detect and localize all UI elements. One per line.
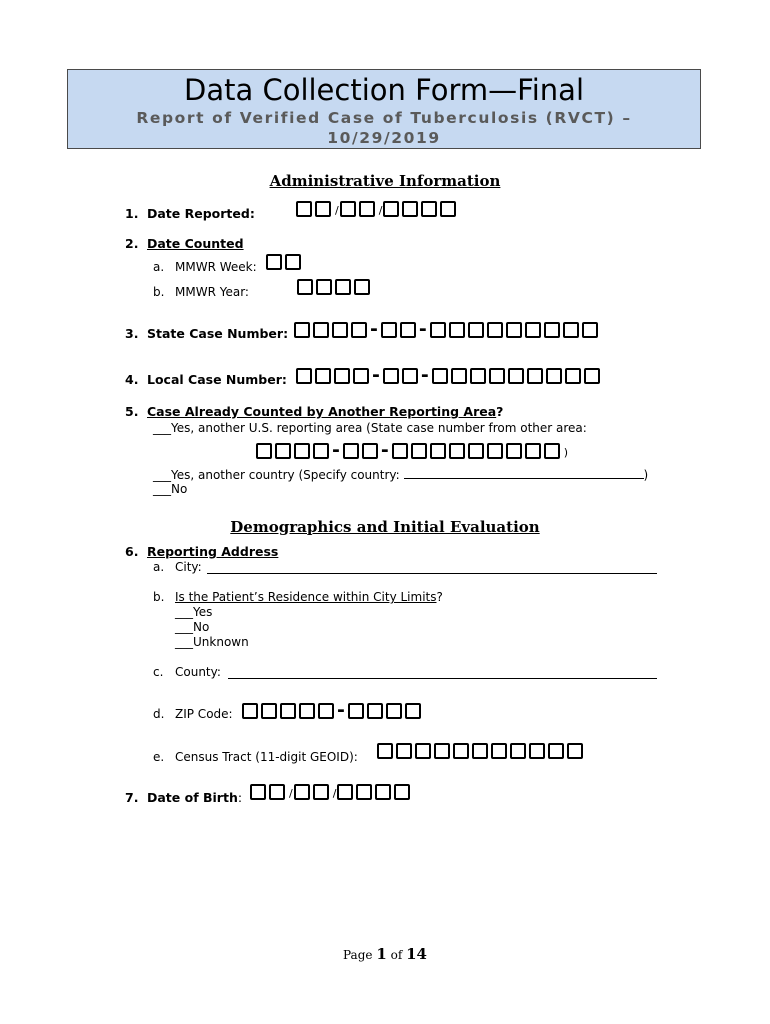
q2-number: 2. (125, 236, 139, 251)
date-slash: / (378, 204, 383, 217)
digit-box[interactable] (544, 443, 560, 459)
digit-box[interactable] (340, 201, 356, 217)
q6b-qmark: ? (436, 590, 443, 604)
q5-qmark: ? (496, 404, 504, 419)
digit-box[interactable] (343, 443, 359, 459)
digit-box[interactable] (386, 703, 402, 719)
digit-box[interactable] (296, 201, 312, 217)
city-input[interactable] (207, 560, 657, 574)
option-blank[interactable]: ___ (153, 421, 171, 435)
digit-box[interactable] (548, 743, 564, 759)
digit-box[interactable] (565, 368, 581, 384)
digit-box[interactable] (567, 743, 583, 759)
q4-number: 4. (125, 372, 139, 387)
q7-colon: : (237, 790, 243, 805)
digit-box[interactable] (472, 743, 488, 759)
q6e-label: Census Tract (11-digit GEOID): (175, 750, 358, 764)
digit-box[interactable] (297, 279, 313, 295)
q6d-label: ZIP Code: (175, 707, 233, 721)
digit-box[interactable] (453, 743, 469, 759)
q6b-label-wrap (175, 590, 443, 604)
digit-box[interactable] (294, 443, 310, 459)
q5-option-us-label: Yes, another U.S. reporting area (State case number from other area: (171, 421, 587, 435)
q6c-label: County: (175, 665, 221, 679)
digit-box[interactable] (527, 368, 543, 384)
digit-box[interactable] (261, 703, 277, 719)
digit-box[interactable] (434, 743, 450, 759)
digit-box[interactable] (356, 784, 372, 800)
digit-box[interactable] (362, 443, 378, 459)
section-administrative: Administrative Information (269, 172, 501, 190)
page-word: Page (343, 948, 373, 962)
digit-box[interactable] (582, 322, 598, 338)
digit-box[interactable] (313, 784, 329, 800)
form-header (67, 69, 701, 149)
digit-box[interactable] (489, 368, 505, 384)
q5-option-country-label: Yes, another country (Specify country: (171, 468, 400, 482)
digit-box[interactable] (415, 743, 431, 759)
digit-box[interactable] (280, 703, 296, 719)
q3-number: 3. (125, 326, 139, 341)
of-word: of (390, 948, 403, 962)
q6d-marker: d. (153, 707, 165, 721)
digit-box[interactable] (316, 279, 332, 295)
q6b-label: Is the Patient’s Residence within City Limits (175, 590, 437, 604)
q6a-label: City: (175, 560, 202, 574)
mmwr-year-field[interactable] (297, 279, 373, 295)
digit-box[interactable] (402, 201, 418, 217)
digit-box[interactable] (332, 322, 348, 338)
form-title: Data Collection Form—Final (183, 73, 584, 107)
digit-box[interactable] (392, 443, 408, 459)
digit-box[interactable] (449, 322, 465, 338)
digit-box[interactable] (402, 368, 418, 384)
q2a-marker: a. (153, 260, 165, 274)
dash-separator: - (337, 699, 345, 721)
digit-box[interactable] (411, 443, 427, 459)
digit-box[interactable] (275, 443, 291, 459)
dash-separator: - (372, 364, 380, 386)
q6b-marker: b. (153, 590, 165, 604)
page-number: 1 (376, 945, 387, 963)
digit-box[interactable] (315, 201, 331, 217)
q5-label-wrap (147, 404, 503, 419)
state-case-number-field[interactable] (294, 320, 601, 338)
digit-box[interactable] (313, 322, 329, 338)
q6b-option-unknown[interactable] (175, 635, 249, 649)
q6e-marker: e. (153, 750, 165, 764)
digit-box[interactable] (315, 368, 331, 384)
digit-box[interactable] (394, 784, 410, 800)
digit-box[interactable] (351, 322, 367, 338)
digit-box[interactable] (334, 368, 350, 384)
q6b-option-label: Unknown (193, 635, 249, 649)
digit-box[interactable] (269, 784, 285, 800)
dash-separator: - (332, 439, 340, 461)
mmwr-week-field[interactable] (266, 254, 304, 270)
digit-box[interactable] (256, 443, 272, 459)
q5-label: Case Already Counted by Another Reporting Area (147, 404, 497, 419)
digit-box[interactable] (487, 322, 503, 338)
digit-box[interactable] (440, 201, 456, 217)
digit-box[interactable] (294, 784, 310, 800)
other-area-case-number-field[interactable] (256, 441, 569, 459)
dash-separator: - (380, 439, 389, 461)
digit-box[interactable] (430, 443, 446, 459)
dash-separator: - (420, 364, 429, 386)
digit-box[interactable] (506, 443, 522, 459)
digit-box[interactable] (525, 322, 541, 338)
digit-box[interactable] (383, 201, 399, 217)
local-case-number-field[interactable] (296, 366, 603, 384)
digit-box[interactable] (266, 254, 282, 270)
digit-box[interactable] (470, 368, 486, 384)
q3-label: State Case Number: (147, 326, 289, 341)
digit-box[interactable] (468, 443, 484, 459)
page-footer (0, 945, 770, 963)
digit-box[interactable] (421, 201, 437, 217)
dash-separator: - (370, 318, 378, 340)
digit-box[interactable] (313, 443, 329, 459)
digit-box[interactable] (381, 322, 397, 338)
digit-box[interactable] (487, 443, 503, 459)
q2a-label: MMWR Week: (175, 260, 257, 274)
q5-option-country-close: ) (643, 468, 649, 482)
option-blank[interactable]: ___ (175, 620, 193, 634)
q7-label-wrap (147, 790, 242, 805)
page-total: 14 (406, 945, 427, 963)
digit-box[interactable] (432, 368, 448, 384)
date-slash: / (289, 787, 293, 800)
q6a-marker: a. (153, 560, 165, 574)
dash-separator: - (418, 318, 427, 340)
digit-box[interactable] (468, 322, 484, 338)
date-slash: / (332, 787, 337, 800)
digit-box[interactable] (405, 703, 421, 719)
digit-box[interactable] (250, 784, 266, 800)
option-blank[interactable]: ___ (153, 482, 171, 496)
zip-code-field[interactable] (242, 701, 424, 719)
digit-box[interactable] (335, 279, 351, 295)
close-paren: ) (563, 446, 569, 459)
section-demographics: Demographics and Initial Evaluation (230, 518, 540, 536)
q2-label: Date Counted (147, 236, 244, 251)
county-input[interactable] (228, 665, 657, 679)
option-blank[interactable]: ___ (175, 605, 193, 619)
q1-number: 1. (125, 206, 139, 221)
country-input[interactable] (404, 466, 644, 479)
q6b-option-label: No (193, 620, 210, 634)
digit-box[interactable] (294, 322, 310, 338)
date-slash: / (335, 204, 339, 217)
digit-box[interactable] (544, 322, 560, 338)
q6-number: 6. (125, 544, 139, 559)
form-subtitle: Report of Verified Case of Tuberculosis (RVCT) – 10/29/2019 (136, 109, 632, 147)
digit-box[interactable] (508, 368, 524, 384)
digit-box[interactable] (367, 703, 383, 719)
digit-box[interactable] (354, 279, 370, 295)
digit-box[interactable] (400, 322, 416, 338)
digit-box[interactable] (285, 254, 301, 270)
digit-box[interactable] (359, 201, 375, 217)
q6b-option-yes[interactable] (175, 605, 212, 619)
q6c-marker: c. (153, 665, 164, 679)
digit-box[interactable] (318, 703, 334, 719)
q6-label: Reporting Address (147, 544, 279, 559)
digit-box[interactable] (525, 443, 541, 459)
digit-box[interactable] (491, 743, 507, 759)
q5-option-no-label: No (171, 482, 188, 496)
digit-box[interactable] (451, 368, 467, 384)
q7-number: 7. (125, 790, 139, 805)
digit-box[interactable] (377, 743, 393, 759)
q7-label: Date of Birth (147, 790, 238, 805)
digit-box[interactable] (529, 743, 545, 759)
q5-option-no[interactable] (153, 482, 187, 496)
q6b-option-no[interactable] (175, 620, 209, 634)
digit-box[interactable] (299, 703, 315, 719)
date-of-birth-field[interactable] (250, 784, 413, 800)
digit-box[interactable] (396, 743, 412, 759)
q5-option-us[interactable] (153, 421, 587, 435)
census-tract-field[interactable] (377, 743, 586, 759)
date-reported-field[interactable] (296, 201, 459, 217)
q5-option-country[interactable] (153, 466, 648, 482)
digit-box[interactable] (337, 784, 353, 800)
q2b-label: MMWR Year: (175, 285, 249, 299)
option-blank[interactable]: ___ (175, 635, 193, 649)
digit-box[interactable] (510, 743, 526, 759)
option-blank[interactable]: ___ (153, 468, 171, 482)
digit-box[interactable] (296, 368, 312, 384)
digit-box[interactable] (563, 322, 579, 338)
digit-box[interactable] (353, 368, 369, 384)
digit-box[interactable] (242, 703, 258, 719)
q6b-option-label: Yes (193, 605, 213, 619)
digit-box[interactable] (584, 368, 600, 384)
q5-number: 5. (125, 404, 139, 419)
digit-box[interactable] (546, 368, 562, 384)
digit-box[interactable] (348, 703, 364, 719)
digit-box[interactable] (449, 443, 465, 459)
q1-label: Date Reported: (147, 206, 255, 221)
digit-box[interactable] (375, 784, 391, 800)
q4-label: Local Case Number: (147, 372, 287, 387)
q2b-marker: b. (153, 285, 165, 299)
digit-box[interactable] (506, 322, 522, 338)
digit-box[interactable] (430, 322, 446, 338)
digit-box[interactable] (383, 368, 399, 384)
